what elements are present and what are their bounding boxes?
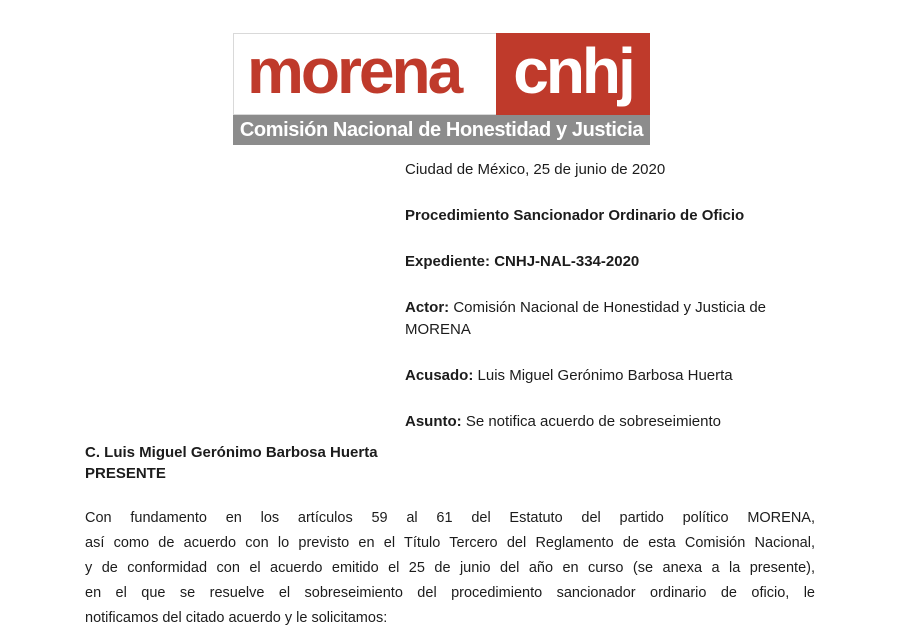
body-line: y de conformidad con el acuerdo emitido el 25 de junio del año en curso (se anexa a la presente),	[85, 560, 815, 576]
procedure-line: Procedimiento Sancionador Ordinario de Oficio	[405, 207, 745, 224]
cnhj-logo	[233, 33, 650, 145]
logo-top-band	[233, 33, 650, 115]
accused-label: Acusado:	[405, 367, 474, 384]
actor-line	[405, 297, 825, 341]
body-line: así como de acuerdo con lo previsto en el Título Tercero del Reglamento de esta Comisión Nacional,	[85, 535, 815, 551]
case-number-line	[405, 251, 825, 273]
addressee-name: C. Luis Miguel Gerónimo Barbosa Huerta	[85, 444, 378, 461]
case-number-label: Expediente:	[405, 253, 491, 270]
body-paragraph	[85, 506, 815, 631]
accused-line	[405, 365, 825, 387]
body-line: notificamos del citado acuerdo y le solicitamos:	[85, 610, 388, 626]
date-line: Ciudad de México, 25 de junio de 2020	[405, 161, 666, 178]
cnhj-wordmark: cnhj	[496, 33, 650, 115]
body-line: Con fundamento en los artículos 59 al 61 del Estatuto del partido político MORENA,	[85, 510, 815, 526]
subject-value: Se notifica acuerdo de sobreseimiento	[465, 413, 721, 430]
meta-block	[405, 159, 825, 457]
body-line: en el que se resuelve el sobreseimiento del procedimiento sancionador ordinario de oficio, le	[85, 585, 815, 601]
actor-value: Comisión Nacional de Honestidad y Justicia de MORENA	[405, 299, 767, 338]
subject-label: Asunto:	[405, 413, 462, 430]
addressee-block	[85, 442, 378, 484]
morena-wordmark: morena	[247, 35, 461, 107]
actor-label: Actor:	[405, 299, 450, 316]
logo-subtitle-bar: Comisión Nacional de Honestidad y Justicia	[233, 115, 650, 145]
addressee-present: PRESENTE	[85, 465, 166, 482]
subject-line	[405, 411, 825, 433]
case-number-value: CNHJ-NAL-334-2020	[494, 253, 640, 270]
accused-value: Luis Miguel Gerónimo Barbosa Huerta	[477, 367, 733, 384]
